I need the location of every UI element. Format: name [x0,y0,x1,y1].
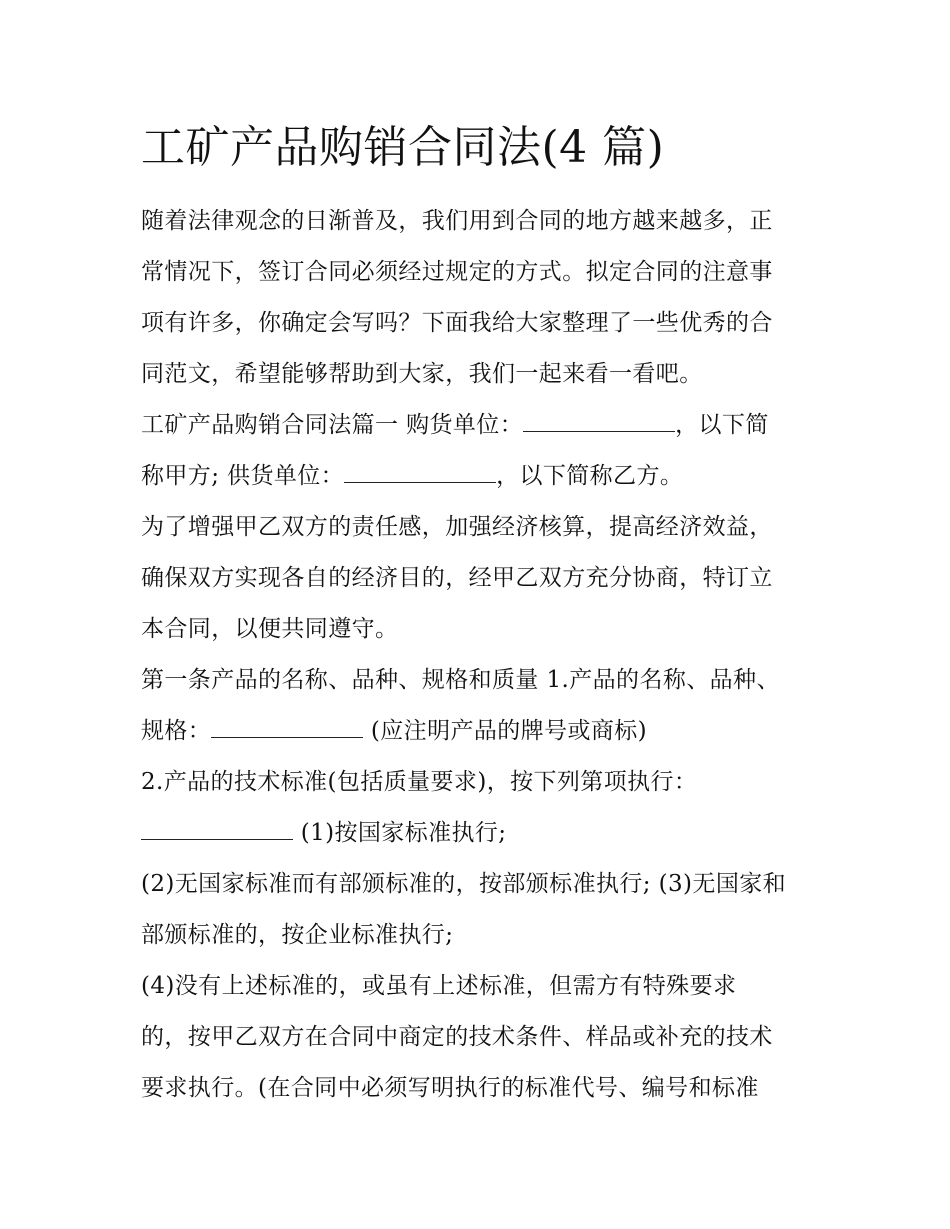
line-text: 常情况下，签订合同必须经过规定的方式。拟定合同的注意事 [141,259,773,285]
line-text: 部颁标准的，按企业标准执行; [141,922,454,948]
line-text: 要求执行。(在合同中必须写明执行的标准代号、编号和标准 [141,1075,759,1101]
paragraph-line [141,1063,821,1114]
line-text: 第一条产品的名称、品种、规格和质量 1.产品的名称、品种、 [141,667,780,693]
line-text: 为了增强甲乙双方的责任感，加强经济核算，提高经济效益， [141,514,773,540]
standard-blank-line [141,819,293,840]
line-text: 随着法律观念的日渐普及，我们用到合同的地方越来越多，正 [141,208,773,234]
buyer-blank-line [523,411,675,432]
line-text: (2)无国家标准而有部颁标准的，按部颁标准执行; (3)无国家和 [141,871,787,897]
line-text: (1)按国家标准执行; [293,820,507,846]
line-text: 2.产品的技术标准(包括质量要求)，按下列第项执行： [141,769,698,795]
paragraph-line [141,910,821,961]
paragraph-line [141,604,821,655]
line-text: 本合同，以便共同遵守。 [141,616,399,642]
paragraph-line [141,961,821,1012]
line-text: (应注明产品的牌号或商标) [363,718,648,744]
line-text: 同范文，希望能够帮助到大家，我们一起来看一看吧。 [141,361,703,387]
paragraph-line [141,706,821,757]
line-text: ，以下简 [675,412,769,438]
paragraph-line [141,502,821,553]
line-text: 项有许多，你确定会写吗？下面我给大家整理了一些优秀的合 [141,310,773,336]
line-text: 规格： [141,718,212,744]
line-text: 确保双方实现各自的经济目的，经甲乙双方充分协商，特订立 [141,565,773,591]
paragraph-line [141,298,821,349]
paragraph-line [141,400,821,451]
supplier-blank-line [344,462,496,483]
paragraph-line [141,247,821,298]
document-title: 工矿产品购销合同法(4 篇) [141,122,665,173]
paragraph-line [141,757,821,808]
paragraph-line [141,808,821,859]
paragraph-line [141,655,821,706]
paragraph-line [141,196,821,247]
document-page [141,108,821,1114]
paragraph-line [141,553,821,604]
line-text: 称甲方; 供货单位： [141,463,345,489]
line-text: (4)没有上述标准的，或虽有上述标准，但需方有特殊要求 [141,973,737,999]
line-text: 的，按甲乙双方在合同中商定的技术条件、样品或补充的技术 [141,1024,773,1050]
paragraph-line [141,859,821,910]
paragraph-line [141,349,821,400]
line-text: 工矿产品购销合同法篇一 购货单位： [141,412,524,438]
spec-blank-line [211,717,363,738]
paragraph-line [141,451,821,502]
line-text: ，以下简称乙方。 [496,463,684,489]
paragraph-line [141,1012,821,1063]
